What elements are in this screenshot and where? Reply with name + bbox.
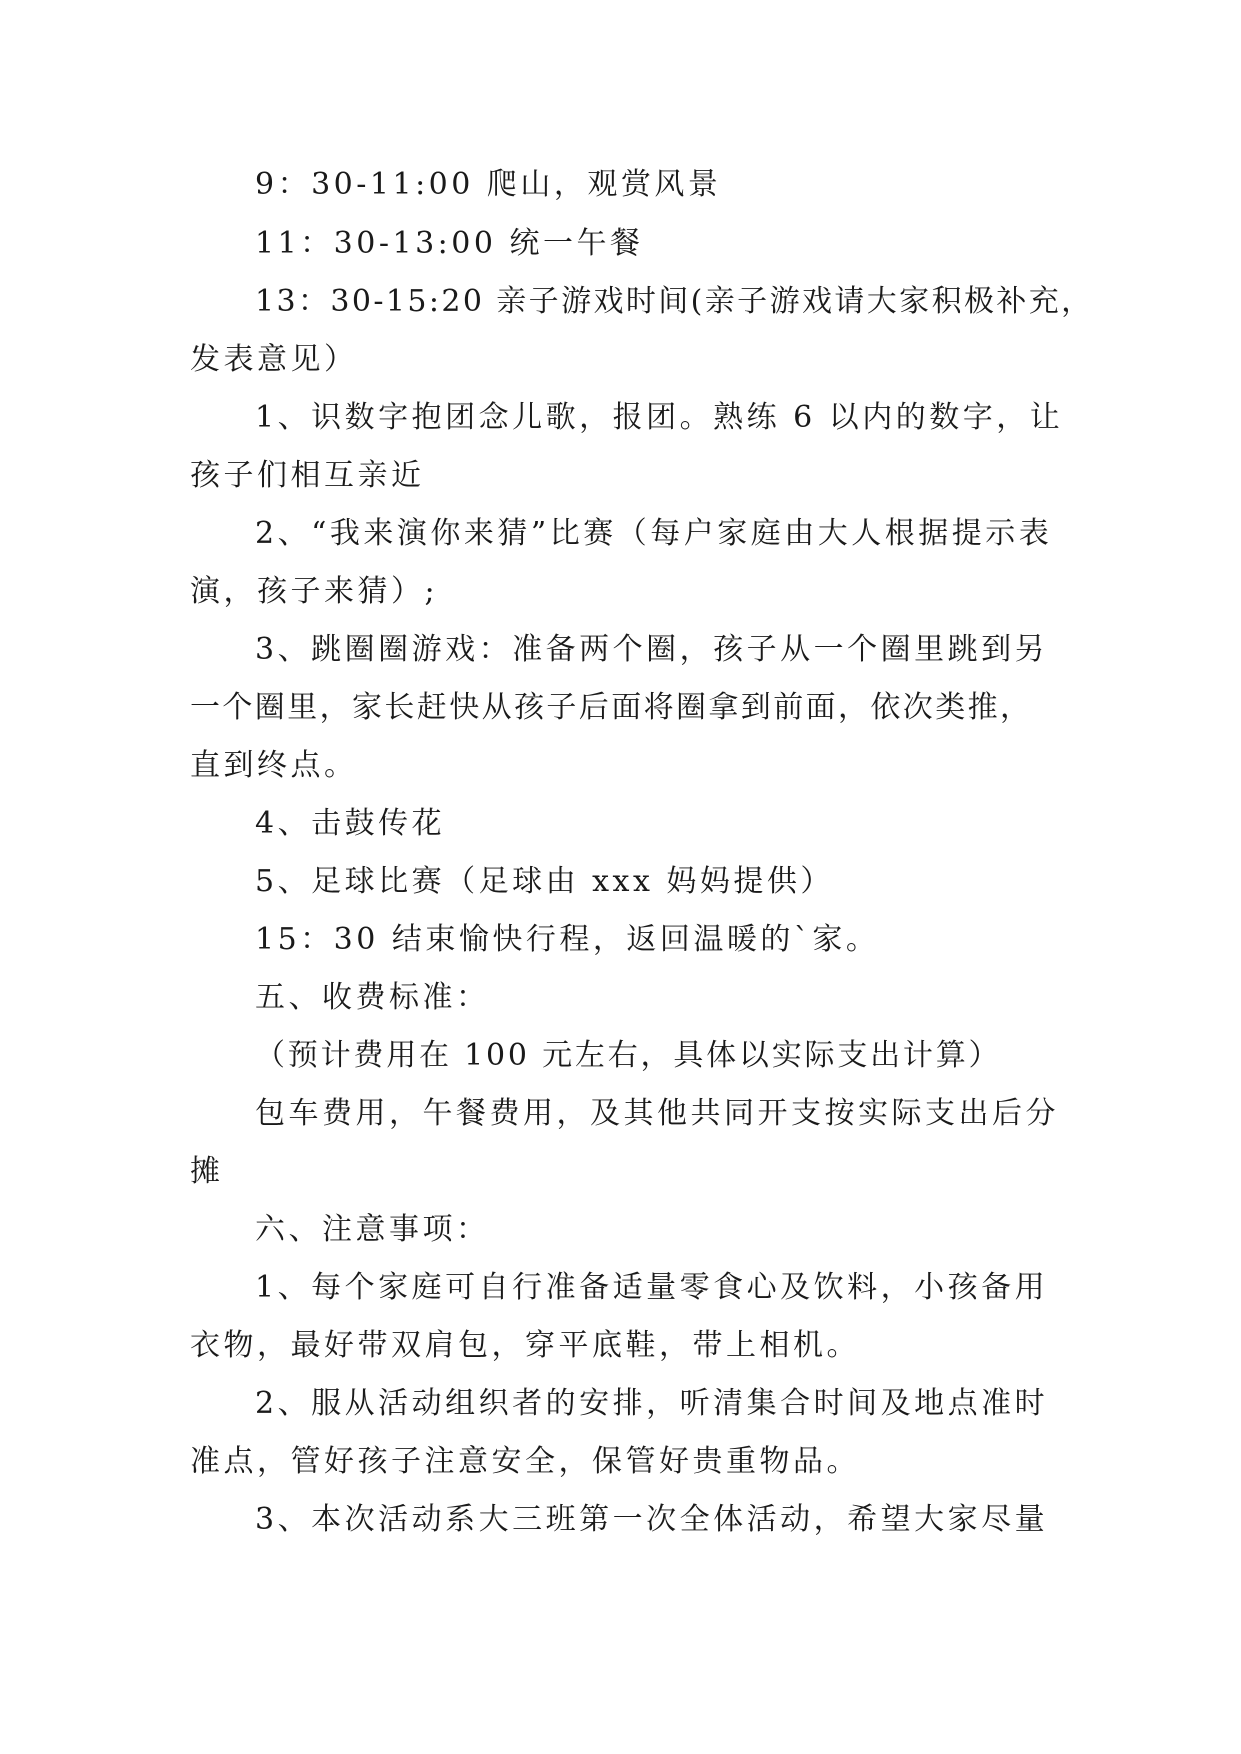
game-item-2-cont: 演，孩子来猜）; [190, 574, 439, 609]
game-item-5: 5、足球比赛（足球由 xxx 妈妈提供） [255, 864, 834, 899]
game-item-1: 1、识数字抱团念儿歌，报团。熟练 6 以内的数字，让 [255, 400, 1064, 435]
section-fees-heading: 五、收费标准： [255, 980, 490, 1015]
note-item-1: 1、每个家庭可自行准备适量零食心及饮料，小孩备用 [255, 1270, 1049, 1305]
schedule-games: 13：30-15:20 亲子游戏时间(亲子游戏请大家积极补充， [255, 284, 1094, 319]
note-item-1-cont: 衣物，最好带双肩包，穿平底鞋，带上相机。 [190, 1328, 860, 1363]
note-item-2: 2、服从活动组织者的安排，听清集合时间及地点准时 [255, 1386, 1049, 1421]
fees-detail: 包车费用，午餐费用，及其他共同开支按实际支出后分 [255, 1096, 1059, 1131]
note-item-2-cont: 准点，管好孩子注意安全，保管好贵重物品。 [190, 1444, 860, 1479]
schedule-games-cont: 发表意见） [190, 342, 358, 377]
game-item-4: 4、击鼓传花 [255, 806, 446, 841]
game-item-3: 3、跳圈圈游戏：准备两个圈，孩子从一个圈里跳到另 [255, 632, 1049, 667]
game-item-1-cont: 孩子们相互亲近 [190, 458, 425, 493]
schedule-return: 15：30 结束愉快行程，返回温暖的`家。 [255, 922, 880, 957]
game-item-3-end: 直到终点。 [190, 748, 358, 783]
fees-estimate: （预计费用在 100 元左右，具体以实际支出计算） [255, 1038, 1002, 1073]
schedule-lunch: 11：30-13:00 统一午餐 [255, 226, 644, 261]
game-item-3-cont: 一个圈里，家长赶快从孩子后面将圈拿到前面，依次类推， [190, 690, 1033, 725]
schedule-climb: 9：30-11:00 爬山，观赏风景 [255, 167, 722, 202]
section-notes-heading: 六、注意事项： [255, 1212, 490, 1247]
fees-detail-cont: 摊 [190, 1154, 224, 1189]
note-item-3: 3、本次活动系大三班第一次全体活动，希望大家尽量 [255, 1502, 1049, 1537]
game-item-2: 2、“我来演你来猜”比赛（每户家庭由大人根据提示表 [255, 516, 1053, 551]
